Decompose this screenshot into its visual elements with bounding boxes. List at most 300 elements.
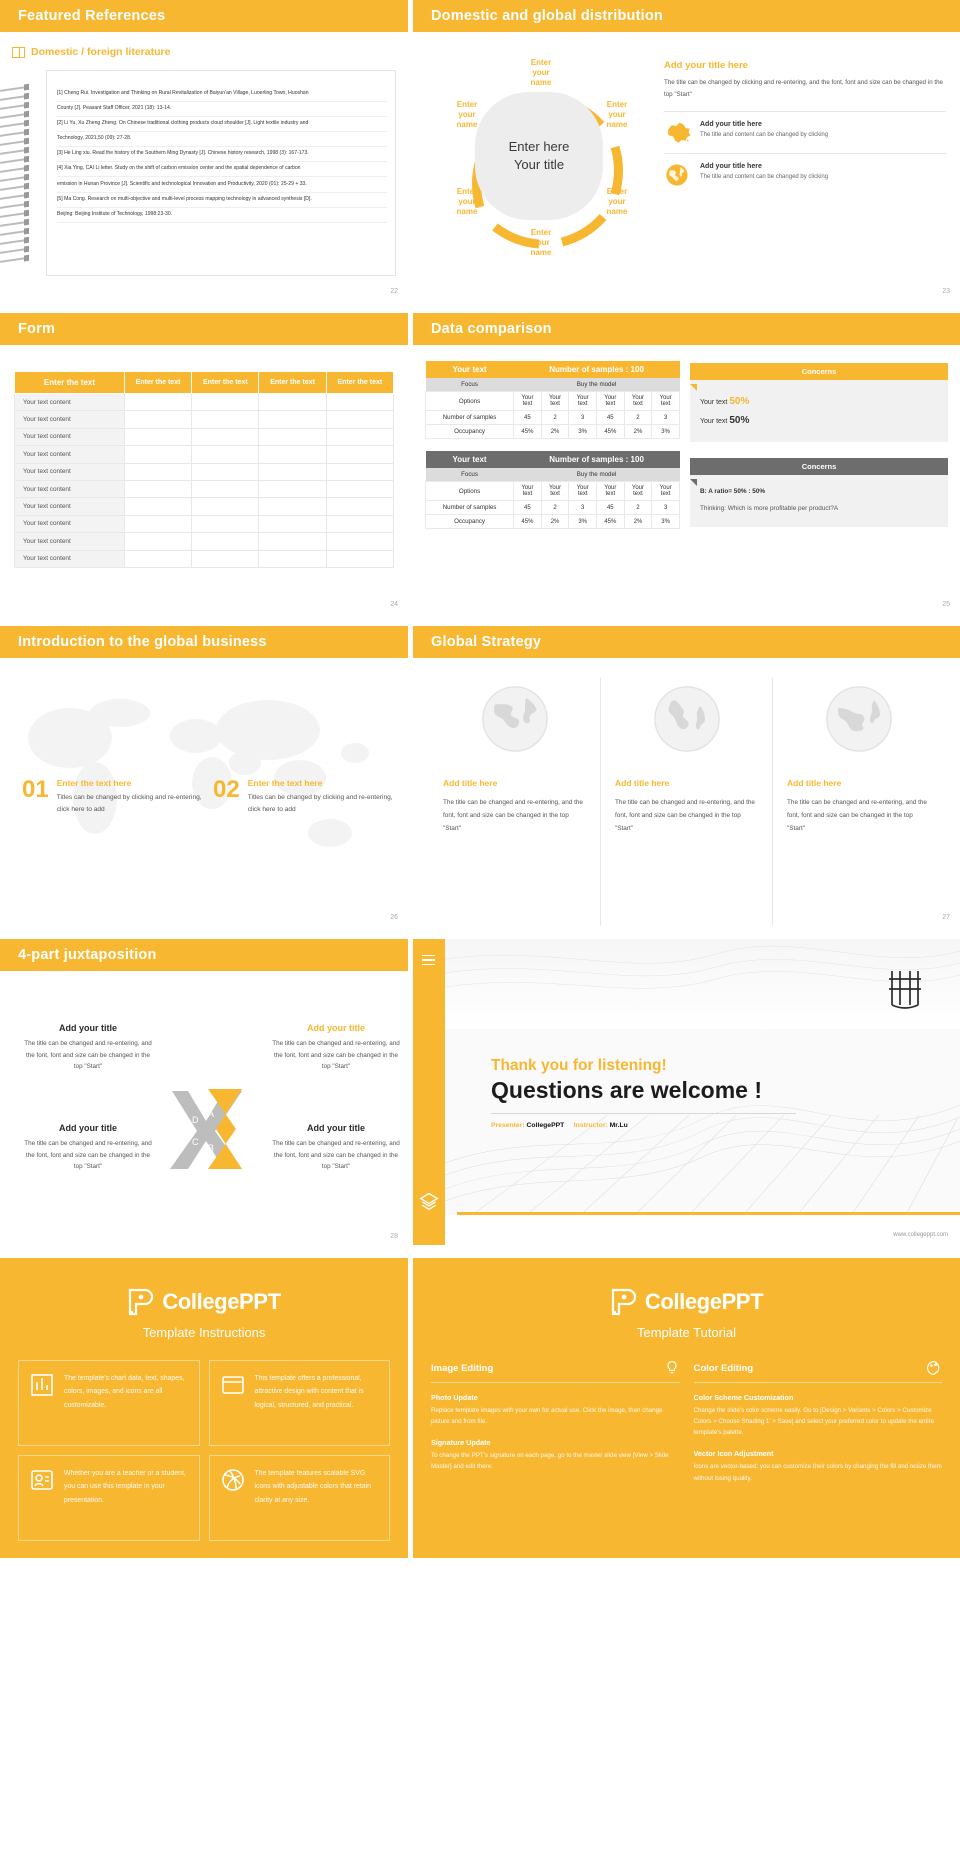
table-body [15,394,394,568]
table-column-header: Enter the text [15,372,125,394]
table-column-header: Enter the text [326,372,393,394]
callout-notch [690,384,697,391]
thank-you-text-block [491,1057,796,1129]
page-number: 25 [942,601,950,608]
tutorial-item [431,1438,680,1472]
table-cell: 2% [541,515,569,529]
table-cell[interactable] [326,550,393,567]
slide-data-comparison[interactable] [413,313,960,613]
block-heading: Enter the text here [247,778,323,788]
table-column-header: Enter the text [192,372,259,394]
quadrant-bottom-right[interactable] [272,1123,400,1173]
line2-value: 50% [729,415,750,426]
quadrant-heading: Add your title [307,1023,365,1033]
table-row[interactable] [15,515,394,532]
table-cell[interactable] [326,394,393,411]
presentation-canvas [445,939,960,1215]
comparison-body [413,345,960,613]
callout-line-1 [700,392,938,411]
row-label: Options [426,392,514,411]
table-cell[interactable] [259,446,326,463]
tutorial-item [694,1449,943,1483]
slide-form[interactable] [0,313,408,613]
table-cell: 2 [624,501,652,515]
column-desc: The title can be changed and re-entering, and the font, font and size can be changed in the top "Start" [615,799,755,833]
questions-headline: Questions are welcome ! [491,1077,762,1103]
column-heading: Add title here [443,778,498,788]
table-cell[interactable] [259,411,326,428]
row-label: Your text content [15,515,125,532]
card-text: The template features scalable SVG icons with adjustable colors that retain clarity at any size. [254,1470,371,1504]
header-right: Number of samples : 100 [514,451,680,468]
callout-title: Concerns [690,458,948,475]
item-title: Photo Update [431,1393,478,1402]
table-cell: Your text [541,392,569,411]
block-desc: Titles can be changed by clicking and re-entering, click here to add [247,794,393,814]
thinking-line: Thinking: Which is more profitable per product?A [700,504,839,512]
table-cell[interactable] [326,498,393,515]
distribution-text-panel [658,42,946,300]
section-heading [12,46,396,58]
table-cell[interactable] [259,498,326,515]
slide-title-bar [413,626,960,658]
slide-global-strategy[interactable] [413,626,960,926]
tutorial-column-heading [694,1360,943,1383]
hub-node-label-3[interactable]: Enter your name [606,187,628,216]
page-number: 27 [942,914,950,921]
instruction-card[interactable] [209,1360,391,1446]
table-cell: Your text [624,392,652,411]
references-body [0,32,408,300]
table-cell: Your text [597,482,625,501]
table-cell[interactable] [259,515,326,532]
page-title: Form [18,321,56,337]
quadrant-heading: Add your title [59,1023,117,1033]
table-cell: 3% [652,425,680,439]
table-cell[interactable] [259,480,326,497]
concerns-card-yellow[interactable] [690,363,948,442]
table-header-row [426,451,680,468]
thanks-headline: Thank you for listening! [491,1057,667,1074]
table-cell: 45% [597,425,625,439]
table-cell[interactable] [326,411,393,428]
quadrant-desc: The title can be changed and re-entering, and the font, font and size can be changed in the top "Start" [24,1040,152,1071]
table-cell[interactable] [124,480,191,497]
header-left: Your text [426,361,514,378]
collegeppt-logo-icon [610,1288,636,1316]
table-row[interactable] [15,411,394,428]
table-cell: 3 [652,411,680,425]
block-number: 02 [213,776,240,803]
column-heading: Add title here [615,778,670,788]
table-row[interactable] [15,446,394,463]
reference-item: [3] He Ling xiu. Read the history of the Southern Ming Dynasty [J]. Chinese history research, 1998 (3): 167-173. [57,147,387,162]
table-cell: 45 [597,411,625,425]
comparison-table[interactable] [425,451,680,529]
globe-icon-atlantic [654,686,720,752]
slide-four-part-juxtaposition[interactable] [0,939,408,1245]
panel-title: Add your title here [664,60,748,71]
center-text [475,92,603,220]
table-cell[interactable] [192,498,259,515]
tutorial-column-color-editing[interactable] [694,1360,943,1495]
row-label: Your text content [15,498,125,515]
numbered-block-1[interactable] [22,778,205,816]
block-desc: Titles can be changed by clicking and re-entering, click here to add [56,794,202,814]
table-cell: 45 [597,501,625,515]
slide-title-bar [0,313,408,345]
x-shape-diagram [146,1083,266,1173]
row-label: Your text content [15,428,125,445]
slide-title-bar [413,0,960,32]
table-cell[interactable] [192,533,259,550]
table-cell[interactable] [124,463,191,480]
instructions-subtitle: Template Instructions [142,1325,266,1340]
form-body [0,345,408,613]
item-title: Vector Icon Adjustment [693,1449,774,1459]
center-line-2: Your title [513,157,565,172]
tutorial-subtitle: Template Tutorial [637,1325,736,1340]
comparison-tables [425,361,680,613]
table-row[interactable] [15,428,394,445]
table-cell: Your text [514,482,542,501]
table-cell[interactable] [124,411,191,428]
hub-node-label-4[interactable]: Enter your name [530,228,552,257]
callout-body [690,475,948,527]
table-cell: 45% [514,425,542,439]
sub-right: Buy the model [514,468,680,482]
table-row[interactable] [15,498,394,515]
table-cell: 3% [652,515,680,529]
table-row[interactable] [426,411,680,425]
dribbble-icon [220,1467,246,1493]
page-number: 23 [942,288,950,295]
page-title: Featured References [18,8,166,24]
mini-desc: The title and content can be changed by clicking [700,174,829,181]
strategy-body [413,658,960,926]
table-cell: 45 [514,501,542,515]
table-cell[interactable] [326,533,393,550]
quadrant-heading: Add your title [59,1123,117,1133]
page-title: Domestic and global distribution [431,8,663,24]
table-cell[interactable] [259,533,326,550]
spiral-binding-decoration [0,88,34,284]
slide-title-bar [0,0,408,32]
bottom-accent-bar [457,1212,960,1215]
comparison-table[interactable] [425,361,680,439]
column-desc: The title can be changed and re-entering, and the font, font and size can be changed in the top "Start" [787,799,927,833]
instructor-name: Mr.Lu [609,1122,628,1129]
globe-icon [664,163,692,187]
center-blob [475,92,603,220]
sub-left: Focus [426,468,514,482]
tutorial-column-heading [431,1360,680,1383]
brand-lockup [413,1288,960,1316]
center-line-1: Enter here [508,139,570,155]
table-cell[interactable] [192,480,259,497]
panel-desc: The title can be changed by clicking and re-entering, and the font, font and size can be changed in the top "Start" [664,79,943,99]
svg-text:A: A [208,1109,215,1119]
slide-global-business[interactable] [0,626,408,926]
brand-name: CollegePPT [644,1289,764,1314]
hub-node-label-2[interactable]: Enter your name [606,100,628,129]
mini-desc: The title and content can be changed by clicking [700,132,829,139]
row-label: Your text content [15,446,125,463]
sub-left: Focus [426,378,514,392]
table-row[interactable] [15,533,394,550]
item-desc: Change the slide's color scheme easily. Go to [Design > Variants > Colors > Customize Colors > Choose Shading 1' > Save] and select your preferred color to update the entire template's palette. [693,1407,935,1437]
brand-name: CollegePPT [162,1289,281,1314]
quadrant-desc: The title can be changed and re-entering, and the font, font and size can be changed in the top "Start" [24,1140,152,1171]
concerns-panels [690,361,948,613]
table-cell[interactable] [192,463,259,480]
sub-right: Buy the model [514,378,680,392]
slide-title-bar [0,626,408,658]
callout-line-2 [700,411,938,430]
mini-title: Add your title here [700,121,762,129]
section-label: Domestic / foreign literature [31,46,171,58]
table-cell[interactable] [192,550,259,567]
tutorial-item [431,1393,680,1427]
table-cell: 2% [624,425,652,439]
row-label: Options [426,482,514,501]
row-label: Your text content [15,480,125,497]
table-row[interactable] [426,515,680,529]
table-cell: 2% [624,515,652,529]
table-cell[interactable] [124,498,191,515]
item-desc: Icons are vector-based; you can customize their colors by changing the fill and resize them without losing quality. [693,1463,942,1482]
table-cell: 3% [569,425,597,439]
table-cell[interactable] [259,394,326,411]
row-label: Your text content [15,533,125,550]
table-cell: 3 [652,501,680,515]
brand-lockup [0,1288,408,1316]
table-cell: 45% [597,515,625,529]
hub-node-label-5[interactable]: Enter your name [456,187,478,216]
line2-text: Your text [700,418,730,425]
table-cell[interactable] [124,550,191,567]
table-cell: 2% [541,425,569,439]
instructor-label: Instructor: [573,1122,608,1129]
table-row[interactable] [15,394,394,411]
instruction-card[interactable] [209,1455,391,1541]
row-label: Your text content [15,411,125,428]
hub-node-label-6[interactable]: Enter your name [456,100,478,129]
presenter-name: CollegePPT [526,1122,565,1129]
table-cell: 45 [514,411,542,425]
slide-title-bar [0,939,408,971]
table-row[interactable] [15,480,394,497]
table-cell[interactable] [124,428,191,445]
item-title: Signature Update [431,1438,491,1448]
mini-item-china[interactable] [664,111,946,153]
table-cell[interactable] [192,446,259,463]
table-cell[interactable] [124,533,191,550]
strategy-column-3[interactable] [772,678,944,926]
quadrant-top-left[interactable] [24,1023,152,1073]
table-cell[interactable] [326,480,393,497]
row-label: Your text content [15,463,125,480]
layout-icon [220,1372,246,1398]
line1-value: 50% [729,396,750,407]
table-row[interactable] [15,463,394,480]
reference-item: [1] Cheng Rui. Investigation and Thinking on Rural Revitalization of Baiyun'an Village, Luoerling Town, Huoshan [57,87,387,102]
slide-featured-references[interactable] [0,0,408,300]
table-cell[interactable] [259,550,326,567]
divider [491,1113,796,1114]
global-business-body [0,658,408,926]
table-cell[interactable] [124,515,191,532]
card-text: This template offers a professional, attractive design with content that is logical, structured, and practical. [254,1375,364,1409]
instruction-card[interactable] [18,1455,200,1541]
table-row[interactable] [15,550,394,567]
callout-body [690,380,948,442]
svg-text:D: D [192,1115,199,1125]
table-row[interactable] [426,501,680,515]
quadrant-desc: The title can be changed and re-entering, and the font, font and size can be changed in the top "Start" [272,1140,400,1171]
slide-thank-you[interactable] [413,939,960,1245]
layers-icon [419,1191,439,1211]
quadrant-desc: The title can be changed and re-entering, and the font, font and size can be changed in the top "Start" [272,1040,400,1071]
page-number: 26 [390,914,398,921]
china-map-icon [664,121,692,145]
table-cell[interactable] [326,515,393,532]
slide-domestic-global-distribution[interactable] [413,0,960,300]
tutorial-item [694,1393,943,1438]
row-label: Number of samples [426,501,514,515]
page-number: 22 [390,288,398,295]
slide-template-instructions[interactable] [0,1258,408,1558]
header-right: Number of samples : 100 [514,361,680,378]
heading-text: Color Editing [693,1362,754,1374]
table-header-row [426,361,680,378]
block-number: 01 [22,776,49,803]
numbered-block-2[interactable] [213,778,396,816]
table-cell[interactable] [192,428,259,445]
juxtaposition-body [0,971,408,1239]
quadrant-heading: Add your title [307,1123,365,1133]
credits-line [491,1122,796,1129]
table-cell: 3 [569,501,597,515]
svg-text:B: B [208,1143,215,1153]
row-label: Occupancy [426,515,514,529]
palette-icon [926,1360,942,1376]
card-text: The template's chart data, text, shapes, colors, images, and icons are all customizable. [64,1375,185,1409]
website-url[interactable]: www.collegeppt.com [893,1232,948,1238]
reference-sheet [46,70,396,276]
mini-title: Add your title here [700,163,762,171]
table-header-row [15,372,394,394]
svg-text:C: C [192,1137,199,1147]
row-label: Your text content [15,394,125,411]
callout-notch [690,479,697,486]
table-cell: 45% [514,515,542,529]
monogram-logo [884,965,926,1011]
line1-text: Your text [700,399,730,406]
table-subheader-row [426,378,680,392]
callout-title: Concerns [690,363,948,380]
table-row[interactable] [426,425,680,439]
presenter-label: Presenter: [491,1122,525,1129]
table-cell: 2 [541,501,569,515]
quadrant-bottom-left[interactable] [24,1123,152,1173]
slide-title-bar [413,313,960,345]
table-subheader-row [426,468,680,482]
globe-icon-asia [826,686,892,752]
data-table[interactable] [14,371,394,568]
hub-diagram [423,42,658,300]
table-cell: Your text [624,482,652,501]
concerns-card-gray[interactable] [690,458,948,527]
reference-item: [5] Ma Cong. Research on multi-objective and multi-level process mapping technology in advanced synthesis [D]. [57,193,387,208]
quadrant-top-right[interactable] [272,1023,400,1073]
item-desc: To change the PPT's signature on each page, go to the master slide view [View > Slide Master] and edit there. [431,1452,669,1471]
table-cell: Your text [597,392,625,411]
table-cell: 2 [624,411,652,425]
table-cell: Your text [652,482,680,501]
mini-item-globe[interactable] [664,153,946,195]
table-row[interactable] [426,392,680,411]
table-cell: Your text [514,392,542,411]
table-cell[interactable] [124,446,191,463]
row-label: Occupancy [426,425,514,439]
slide-template-tutorial[interactable] [413,1258,960,1558]
table-cell[interactable] [192,394,259,411]
table-cell[interactable] [326,446,393,463]
menu-icon[interactable] [422,955,435,968]
reference-item: [2] Li Yu, Xu Zheng Zheng. On Chinese traditional clothing products cloud shoulder [J]. Light textile industry and [57,117,387,132]
heading-text: Image Editing [431,1362,494,1374]
chart-icon [29,1372,55,1398]
globe-icon-americas [482,686,548,752]
tutorial-column-image-editing[interactable] [431,1360,680,1495]
page-number: 24 [390,601,398,608]
item-title: Color Scheme Customization [693,1393,794,1402]
ratio-line: B: A ratio= 50% : 50% [700,488,766,495]
left-accent-sidebar [413,939,445,1245]
table-cell[interactable] [192,411,259,428]
table-cell[interactable] [259,428,326,445]
book-icon [12,47,25,58]
distribution-body [413,32,960,300]
table-cell[interactable] [124,394,191,411]
table-row[interactable] [426,482,680,501]
instruction-card[interactable] [18,1360,200,1446]
hub-node-label-1[interactable]: Enter your name [530,58,552,87]
column-heading: Add title here [787,778,842,788]
collegeppt-logo-icon [127,1288,153,1316]
reference-item: [4] Xia Ying, CAI Li letter. Study on the shift of carbon emission center and the spatial dependence of carbon [57,162,387,177]
tutorial-columns [413,1360,960,1495]
table-cell[interactable] [326,463,393,480]
bulb-icon [664,1360,680,1376]
table-cell: Your text [569,392,597,411]
reference-item: Technology, 2021,50 (09): 27-28. [57,132,387,147]
reference-item: Beijing: Beijing Institute of Technology, 1998:23-30. [57,208,387,223]
table-cell[interactable] [192,515,259,532]
table-cell: Your text [569,482,597,501]
table-cell[interactable] [326,428,393,445]
strategy-column-1[interactable] [429,678,600,926]
page-title: Global Strategy [431,634,542,650]
reference-item: emission in Hunan Province [J]. Scientific and technological Innovation and Productivity, 2020 (01): 25-29 + 33. [57,177,387,192]
table-cell: Your text [652,392,680,411]
strategy-column-2[interactable] [600,678,772,926]
table-cell: 3% [569,515,597,529]
table-column-header: Enter the text [259,372,326,394]
table-cell[interactable] [259,463,326,480]
page-title: Introduction to the global business [18,634,267,650]
